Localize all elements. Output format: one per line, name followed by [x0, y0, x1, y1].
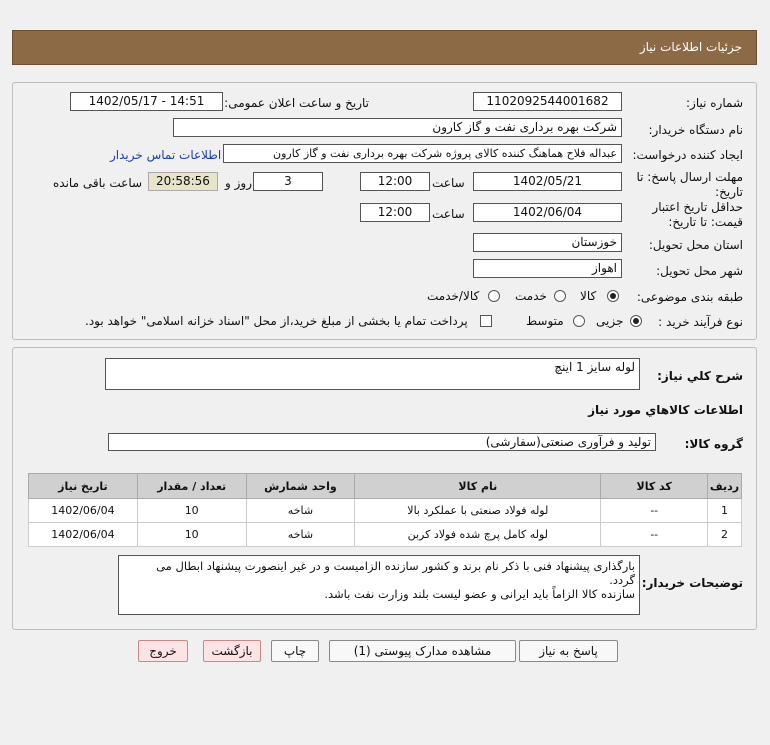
deadline-label — [636, 170, 743, 200]
province-label: استان محل تحویل: — [648, 238, 743, 252]
buyer-notes-line3: سازنده کالا الزاماً باید ایرانی و عضو لیست بلند وزارت نفت باشد. — [324, 587, 635, 601]
cell-code: -- — [601, 523, 708, 547]
need-number-label: شماره نیاز: — [686, 96, 743, 110]
deadline-label-line1: مهلت ارسال پاسخ: تا — [636, 170, 743, 184]
cell-name: لوله فولاد صنعتی با عملکرد بالا — [355, 499, 601, 523]
category-option-goods: کالا — [580, 289, 597, 303]
announce-field: 1402/05/17 - 14:51 — [70, 92, 223, 111]
validity-label-line1: حداقل تاریخ اعتبار — [652, 200, 743, 214]
deadline-time-label: ساعت — [432, 176, 465, 190]
need-number-field: 1102092544001682 — [473, 92, 622, 111]
cell-code: -- — [601, 499, 708, 523]
process-radio-minor[interactable] — [630, 315, 642, 327]
col-name: نام کالا — [355, 474, 601, 499]
requester-label: ایجاد کننده درخواست: — [632, 148, 743, 162]
city-label: شهر محل تحویل: — [656, 264, 743, 278]
col-code: کد کالا — [601, 474, 708, 499]
cell-unit: شاخه — [246, 523, 355, 547]
process-option-medium: متوسط — [526, 314, 564, 328]
goods-group-label: گروه کالا: — [684, 437, 743, 451]
validity-time-field: 12:00 — [360, 203, 430, 222]
requester-field: عبداله فلاح هماهنگ کننده کالای پروژه شرکت بهره برداری نفت و گاز کارون — [223, 144, 622, 163]
goods-info-heading: اطلاعات کالاهاي مورد نياز — [588, 403, 743, 417]
buyer-org-field: شرکت بهره برداری نفت و گاز کارون — [173, 118, 622, 137]
announce-label: تاریخ و ساعت اعلان عمومی: — [224, 96, 369, 110]
col-qty: تعداد / مقدار — [137, 474, 246, 499]
cell-name: لوله کامل پرچ شده فولاد کربن — [355, 523, 601, 547]
category-option-service: خدمت — [515, 289, 547, 303]
validity-date-field: 1402/06/04 — [473, 203, 622, 222]
exit-button[interactable]: خروج — [138, 640, 188, 662]
cell-qty: 10 — [137, 523, 246, 547]
contact-buyer-link[interactable]: اطلاعات تماس خریدار — [110, 148, 222, 162]
days-field: 3 — [253, 172, 323, 191]
process-radio-medium[interactable] — [573, 315, 585, 327]
reply-button[interactable]: پاسخ به نیاز — [519, 640, 618, 662]
goods-group-field: تولید و فرآوری صنعتی(سفارشی) — [108, 433, 656, 451]
table-row[interactable] — [29, 523, 742, 547]
page-title: جزئیات اطلاعات نیاز — [639, 40, 742, 54]
cell-date: 1402/06/04 — [29, 523, 138, 547]
process-label: نوع فرآیند خرید : — [658, 315, 743, 329]
col-row: ردیف — [707, 474, 741, 499]
validity-time-label: ساعت — [432, 207, 465, 221]
table-row[interactable] — [29, 499, 742, 523]
back-button[interactable]: بازگشت — [203, 640, 261, 662]
cell-unit: شاخه — [246, 499, 355, 523]
validity-label — [652, 200, 743, 230]
buyer-notes-label: توضیحات خریدار: — [641, 576, 743, 590]
summary-field: لوله سایز 1 اینچ — [105, 358, 640, 390]
remaining-label: ساعت باقی مانده — [53, 176, 143, 190]
cell-row: 2 — [707, 523, 741, 547]
buyer-notes-field — [118, 555, 640, 615]
category-radio-service[interactable] — [554, 290, 566, 302]
goods-table — [28, 473, 742, 547]
summary-label: شرح کلي نياز: — [657, 369, 743, 383]
category-label: طبقه بندی موضوعی: — [636, 290, 743, 304]
category-option-goods-service: کالا/خدمت — [427, 289, 480, 303]
page-header — [12, 30, 757, 65]
goods-table-header — [29, 474, 742, 499]
buyer-org-label: نام دستگاه خریدار: — [648, 123, 743, 137]
col-date: تاریخ نیاز — [29, 474, 138, 499]
col-unit: واحد شمارش — [246, 474, 355, 499]
buyer-notes-line2: گردد. — [609, 573, 635, 587]
deadline-date-field: 1402/05/21 — [473, 172, 622, 191]
attachments-button[interactable]: مشاهده مدارک پیوستی (1) — [329, 640, 516, 662]
category-radio-goods[interactable] — [607, 290, 619, 302]
city-field: اهواز — [473, 259, 622, 278]
category-radio-goods-service[interactable] — [488, 290, 500, 302]
buyer-notes-line1: بارگذاری پیشنهاد فنی با ذکر نام برند و کشور سازنده الزامیست و در غیر اینصورت پیشنهاد ابطال می — [156, 559, 635, 573]
treasury-payment-checkbox[interactable] — [480, 315, 492, 327]
cell-row: 1 — [707, 499, 741, 523]
remaining-time-field: 20:58:56 — [148, 172, 218, 191]
deadline-time-field: 12:00 — [360, 172, 430, 191]
validity-label-line2: قیمت: تا تاریخ: — [668, 215, 743, 229]
process-option-minor: جزیی — [596, 314, 624, 328]
print-button[interactable]: چاپ — [271, 640, 319, 662]
deadline-label-line2: تاریخ: — [715, 185, 743, 199]
province-field: خوزستان — [473, 233, 622, 252]
days-label: روز و — [225, 176, 252, 190]
payment-note: پرداخت تمام یا بخشی از مبلغ خرید،از محل "اسناد خزانه اسلامی" خواهد بود. — [85, 314, 468, 328]
cell-date: 1402/06/04 — [29, 499, 138, 523]
cell-qty: 10 — [137, 499, 246, 523]
